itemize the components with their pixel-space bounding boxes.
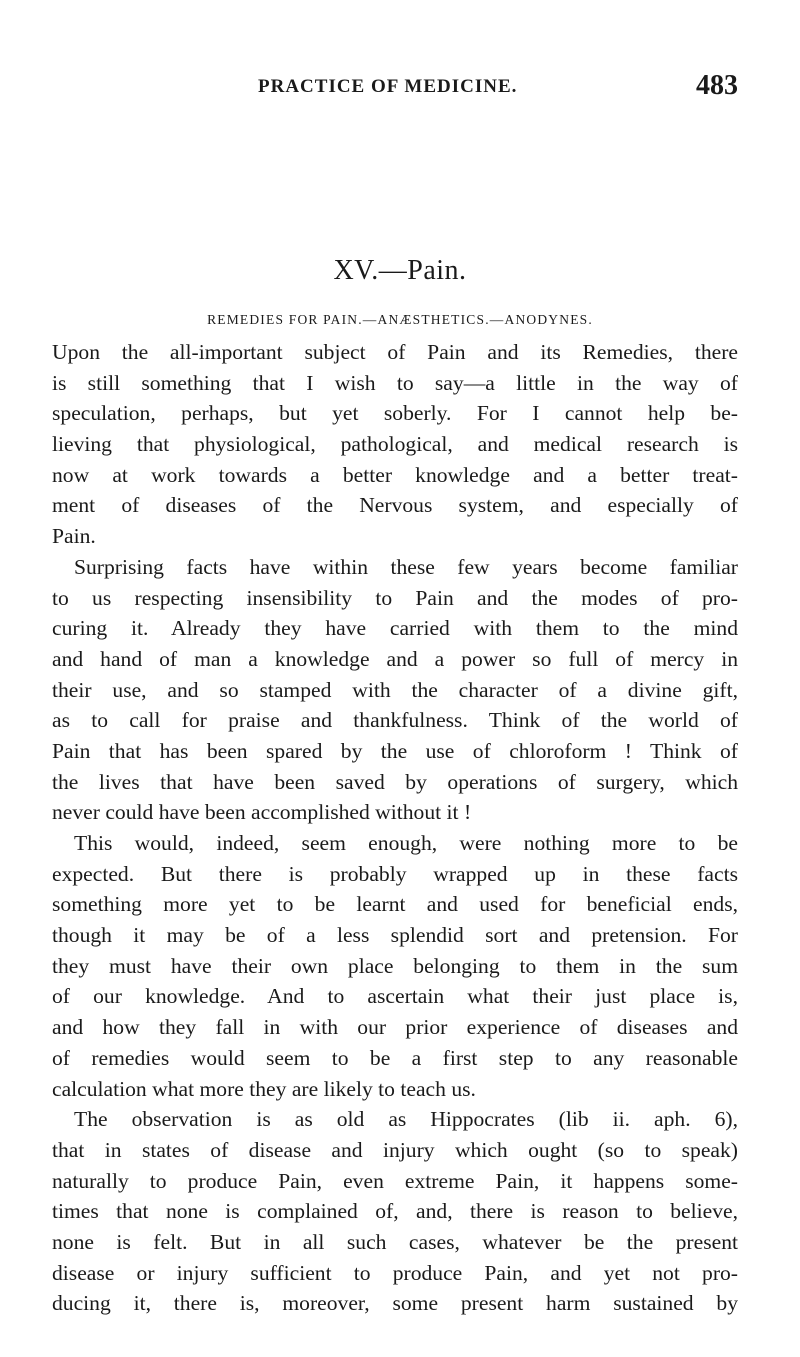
text-line: speculation, perhaps, but yet soberly. For I cannot help be- xyxy=(52,401,738,426)
text-line: none is felt. But in all such cases, whatever be the present xyxy=(52,1229,738,1254)
text-line: now at work towards a better knowledge and a better treat- xyxy=(52,462,738,487)
text-line: Surprising facts have within these few years become familiar xyxy=(74,554,738,579)
chapter-title xyxy=(0,255,800,287)
text-line: of remedies would seem to be a first step to any reasonable xyxy=(52,1045,738,1070)
chapter-subheading: REMEDIES FOR PAIN.—ANÆSTHETICS.—ANODYNES. xyxy=(207,312,593,327)
text-line: Pain. xyxy=(52,524,96,549)
chapter-title-text: XV.—Pain. xyxy=(333,255,467,286)
body-text xyxy=(52,337,738,1319)
text-line: lieving that physiological, pathological, and medical research is xyxy=(52,432,738,457)
text-line: and how they fall in with our prior experience of diseases and xyxy=(52,1015,738,1040)
text-line: This would, indeed, seem enough, were nothing more to be xyxy=(74,831,738,855)
text-line: calculation what more they are likely to teach us. xyxy=(52,1076,476,1101)
text-line: never could have been accomplished without it ! xyxy=(52,800,472,825)
text-line: to us respecting insensibility to Pain and the modes of pro- xyxy=(52,585,738,610)
text-line: Upon the all-important subject of Pain and its Remedies, there xyxy=(52,340,738,364)
text-line: naturally to produce Pain, even extreme Pain, it happens some- xyxy=(52,1168,738,1193)
text-line: curing it. Already they have carried with them to the mind xyxy=(52,616,738,641)
text-line: though it may be of a less splendid sort and pretension. For xyxy=(52,923,738,948)
text-line: as to call for praise and thankfulness. Think of the world of xyxy=(52,708,738,733)
text-line: The observation is as old as Hippocrates (lib ii. aph. 6), xyxy=(74,1107,738,1132)
text-line: expected. But there is probably wrapped up in these facts xyxy=(52,861,738,886)
text-line: their use, and so stamped with the character of a divine gift, xyxy=(52,677,738,702)
paragraph xyxy=(52,828,738,1104)
text-line: Pain that has been spared by the use of chloroform ! Think of xyxy=(52,738,738,763)
running-title: PRACTICE OF MEDICINE. xyxy=(258,76,518,97)
paragraph xyxy=(52,552,738,828)
paragraph xyxy=(52,1104,738,1319)
text-line: of our knowledge. And to ascertain what their just place is, xyxy=(52,984,738,1009)
page-number: 483 xyxy=(696,70,738,101)
text-line: disease or injury sufficient to produce Pain, and yet not pro- xyxy=(52,1260,738,1285)
paragraph xyxy=(52,337,738,552)
text-line: and hand of man a knowledge and a power so full of mercy in xyxy=(52,646,738,671)
text-line: is still something that I wish to say—a little in the way of xyxy=(52,370,738,395)
text-line: ment of diseases of the Nervous system, and especially of xyxy=(52,493,738,518)
text-line: the lives that have been saved by operations of surgery, which xyxy=(52,769,738,794)
running-head xyxy=(258,70,738,110)
text-line: ducing it, there is, moreover, some present harm sustained by xyxy=(52,1291,738,1316)
text-line: that in states of disease and injury which ought (so to speak) xyxy=(52,1137,738,1162)
text-line: times that none is complained of, and, there is reason to believe, xyxy=(52,1199,738,1224)
text-line: they must have their own place belonging to them in the sum xyxy=(52,953,738,978)
text-line: something more yet to be learnt and used for beneficial ends, xyxy=(52,892,738,917)
